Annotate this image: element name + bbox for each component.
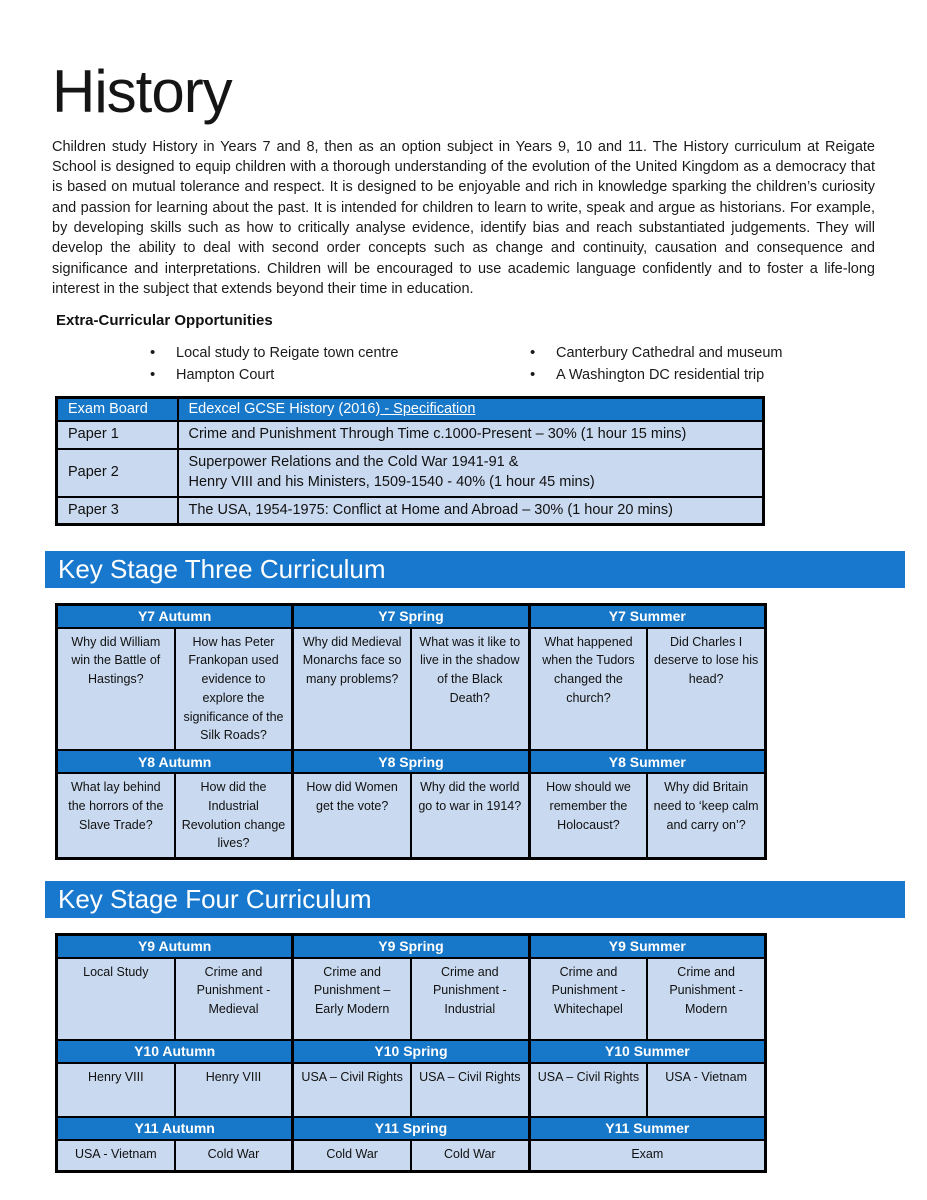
topic-cell: Henry VIII	[175, 1063, 293, 1117]
specification-link[interactable]: - Specification	[380, 401, 476, 418]
season-header: Y7 Spring	[293, 605, 529, 628]
key-stage-four-banner: Key Stage Four Curriculum	[45, 881, 905, 918]
exam-table-header-row	[57, 398, 764, 422]
key-stage-three-banner: Key Stage Three Curriculum	[45, 551, 905, 588]
topic-cell: How has Peter Frankopan used evidence to explore the significance of the Silk Roads?	[175, 628, 293, 751]
season-header: Y11 Summer	[529, 1117, 765, 1140]
extra-curricular-list-left	[148, 342, 528, 386]
topic-cell: Cold War	[293, 1140, 411, 1172]
table-row	[57, 750, 766, 773]
topic-cell: USA - Vietnam	[57, 1140, 175, 1172]
topic-cell: Crime and Punishment - Industrial	[411, 958, 529, 1040]
paper-value	[178, 497, 764, 525]
table-row	[57, 449, 764, 497]
topic-cell: Crime and Punishment – Early Modern	[293, 958, 411, 1040]
extra-curricular-heading: Extra-Curricular Opportunities	[56, 312, 273, 330]
season-header: Y11 Spring	[293, 1117, 529, 1140]
page-title: History	[52, 58, 232, 125]
table-row	[57, 1140, 766, 1172]
paper-value	[178, 421, 764, 449]
paper-label: Paper 2	[57, 449, 178, 497]
season-header: Y8 Summer	[529, 750, 765, 773]
topic-cell: What happened when the Tudors changed the church?	[529, 628, 647, 751]
season-header: Y7 Summer	[529, 605, 765, 628]
table-row	[57, 628, 766, 751]
topic-cell: Did Charles I deserve to lose his head?	[647, 628, 765, 751]
topic-cell: Local Study	[57, 958, 175, 1040]
season-header: Y9 Autumn	[57, 935, 293, 958]
paper-value-line: Crime and Punishment Through Time c.1000-Present – 30% (1 hour 15 mins)	[188, 426, 687, 443]
season-header: Y9 Spring	[293, 935, 529, 958]
key-stage-four-table	[55, 933, 767, 1173]
table-row	[57, 935, 766, 958]
topic-cell: Cold War	[411, 1140, 529, 1172]
topic-cell: Exam	[529, 1140, 765, 1172]
topic-cell: USA – Civil Rights	[293, 1063, 411, 1117]
season-header: Y8 Spring	[293, 750, 529, 773]
topic-cell: What was it like to live in the shadow of the Black Death?	[411, 628, 529, 751]
paper-value-line: Superpower Relations and the Cold War 1941-91 &	[188, 453, 519, 470]
season-header: Y11 Autumn	[57, 1117, 293, 1140]
exam-board-label: Exam Board	[57, 398, 178, 422]
table-row	[57, 421, 764, 449]
extra-curricular-lists	[148, 342, 927, 386]
intro-paragraph: Children study History in Years 7 and 8, then as an option subject in Years 9, 10 and 11. The History curriculum at Reigate School is designed to equip children with a thorough understanding of the evolution of the United Kingdom as a democracy that is based on mutual tolerance and respect. It is designed to be enjoyable and rich in knowledge sparking the children’s curiosity and passion for learning about the past. It is intended for children to learn to write, speak and argue as historians. For example, by developing skills such as how to critically analyse evidence, identify bias and reach substantiated judgements. They will develop the ability to deal with second order concepts such as change and continuity, causation and consequence and significance and interpretations. Children will be encouraged to use academic language confidently and to foster a life-long interest in the subject that extends beyond their time in education.	[52, 138, 875, 297]
table-row	[57, 773, 766, 859]
season-header: Y10 Spring	[293, 1040, 529, 1063]
table-row	[57, 1063, 766, 1117]
season-header: Y10 Summer	[529, 1040, 765, 1063]
paper-value-line: Henry VIII and his Ministers, 1509-1540 - 40% (1 hour 45 mins)	[188, 474, 595, 491]
topic-cell: How did the Industrial Revolution change lives?	[175, 773, 293, 859]
table-row	[57, 605, 766, 628]
exam-board-value	[178, 398, 764, 422]
list-item: • Hampton Court	[148, 364, 528, 386]
topic-cell: Why did Medieval Monarchs face so many problems?	[293, 628, 411, 751]
list-item: • A Washington DC residential trip	[528, 364, 782, 386]
paper-value	[178, 449, 764, 497]
topic-cell: USA – Civil Rights	[529, 1063, 647, 1117]
table-row	[57, 958, 766, 1040]
exam-board-text: Edexcel GCSE History (2016)	[188, 401, 381, 418]
topic-cell: How should we remember the Holocaust?	[529, 773, 647, 859]
topic-cell: Crime and Punishment - Medieval	[175, 958, 293, 1040]
topic-cell: Why did William win the Battle of Hastings?	[57, 628, 175, 751]
topic-cell: Henry VIII	[57, 1063, 175, 1117]
topic-cell: Crime and Punishment - Modern	[647, 958, 765, 1040]
extra-curricular-list-right	[528, 342, 782, 386]
season-header: Y9 Summer	[529, 935, 765, 958]
list-item: • Canterbury Cathedral and museum	[528, 342, 782, 364]
table-row	[57, 1040, 766, 1063]
season-header: Y7 Autumn	[57, 605, 293, 628]
topic-cell: Why did the world go to war in 1914?	[411, 773, 529, 859]
key-stage-three-table	[55, 603, 767, 860]
topic-cell: What lay behind the horrors of the Slave Trade?	[57, 773, 175, 859]
paper-label: Paper 1	[57, 421, 178, 449]
table-row	[57, 1117, 766, 1140]
topic-cell: USA – Civil Rights	[411, 1063, 529, 1117]
topic-cell: How did Women get the vote?	[293, 773, 411, 859]
topic-cell: USA - Vietnam	[647, 1063, 765, 1117]
table-row	[57, 497, 764, 525]
season-header: Y8 Autumn	[57, 750, 293, 773]
paper-label: Paper 3	[57, 497, 178, 525]
season-header: Y10 Autumn	[57, 1040, 293, 1063]
list-item: • Local study to Reigate town centre	[148, 342, 528, 364]
exam-board-table	[55, 396, 765, 526]
paper-value-line: The USA, 1954-1975: Conflict at Home and Abroad – 30% (1 hour 20 mins)	[188, 501, 673, 518]
topic-cell: Why did Britain need to ‘keep calm and carry on’?	[647, 773, 765, 859]
topic-cell: Cold War	[175, 1140, 293, 1172]
topic-cell: Crime and Punishment - Whitechapel	[529, 958, 647, 1040]
